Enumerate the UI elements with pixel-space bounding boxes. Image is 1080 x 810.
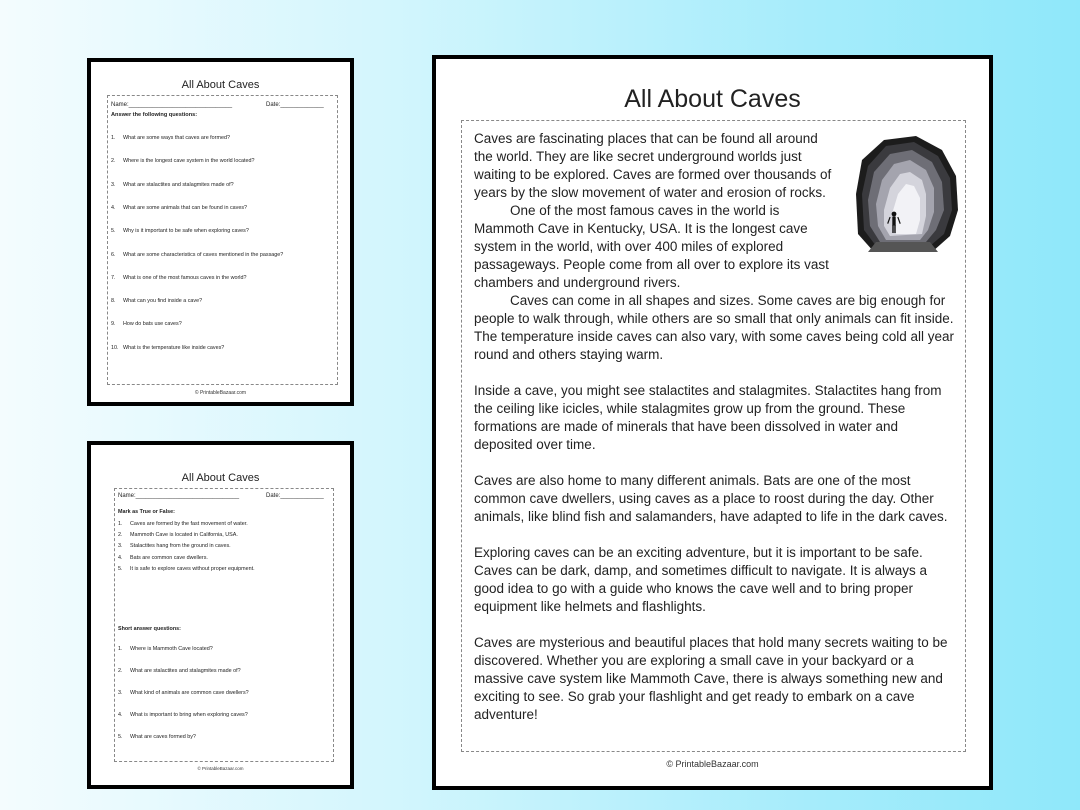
question-number: 3. xyxy=(111,181,116,188)
question-number: 5. xyxy=(111,228,116,235)
question-text: What can you find inside a cave? xyxy=(123,298,203,305)
passage-text xyxy=(474,130,954,724)
question-text: What are stalactites and stalagmites made of? xyxy=(130,668,241,674)
short-answer-heading: Short answer questions: xyxy=(118,626,181,632)
question-text: Bats are common cave dwellers. xyxy=(130,554,208,561)
question-number: 3. xyxy=(118,690,123,696)
question-item xyxy=(118,668,241,674)
question-item xyxy=(111,321,182,327)
paragraph-5: Caves are also home to many different animals. Bats are one of the most common cave dwellers, using caves as a place to roost during the day. Other animals, like blind fish and salamanders, have adapted to life in the dark caves. xyxy=(474,473,948,524)
question-number: 4. xyxy=(118,554,123,561)
question-text: What are some ways that caves are formed? xyxy=(123,135,230,141)
question-number: 2. xyxy=(111,158,116,165)
question-item xyxy=(111,345,224,351)
date-field-label: Date:_____________ xyxy=(266,493,324,499)
question-text: What is important to bring when exploring caves? xyxy=(130,712,248,718)
question-number: 4. xyxy=(111,204,116,211)
paragraph-3: Caves can come in all shapes and sizes. Some caves are big enough for people to walk through, while others are so small that only animals can fit inside. The temperature inside caves can also vary, with some caves being cold all year round and others staying warm. xyxy=(474,293,954,362)
question-item xyxy=(111,252,283,258)
question-number: 8. xyxy=(111,298,116,305)
date-field-label: Date:_____________ xyxy=(266,102,324,108)
question-text: It is safe to explore caves without proper equipment. xyxy=(130,565,255,572)
worksheet-content-frame xyxy=(114,488,334,762)
question-item xyxy=(111,298,202,304)
question-item xyxy=(118,521,248,527)
question-number: 2. xyxy=(118,668,123,674)
question-number: 9. xyxy=(111,321,116,328)
footer-copyright: © PrintableBazaar.com xyxy=(194,390,247,396)
worksheet-title: All About Caves xyxy=(181,79,260,91)
question-item xyxy=(111,205,247,211)
question-text: Why is it important to be safe when exploring caves? xyxy=(123,228,249,235)
question-text: How do bats use caves? xyxy=(123,321,182,328)
question-text: Caves are formed by the fast movement of water. xyxy=(130,521,248,527)
question-text: What kind of animals are common cave dwellers? xyxy=(130,690,249,696)
instruction-heading: Answer the following questions: xyxy=(111,112,198,118)
paragraph-2: One of the most famous caves in the world is Mammoth Cave in Kentucky, USA. It is the longest cave system in the world, with over 400 miles of explored passageways. People come from all over to explore its vast chambers and underground rivers. xyxy=(474,203,829,290)
question-number: 5. xyxy=(118,565,123,572)
question-item xyxy=(118,646,213,652)
question-number: 3. xyxy=(118,543,123,550)
question-item xyxy=(118,532,238,538)
worksheet-true-false-preview xyxy=(87,441,354,789)
question-text: What are some characteristics of caves mentioned in the passage? xyxy=(123,251,284,258)
worksheet-title: All About Caves xyxy=(181,472,260,484)
question-text: Where is Mammoth Cave located? xyxy=(130,646,213,652)
question-item xyxy=(118,690,249,696)
question-number: 10. xyxy=(111,344,119,351)
question-item xyxy=(111,135,230,141)
paragraph-1: Caves are fascinating places that can be found all around the world. They are like secret underground worlds just waiting to be explored. Caves are formed over thousands of years by the slow movement of water and erosion of rocks. xyxy=(474,131,832,200)
question-item xyxy=(118,734,196,740)
footer-copyright: © PrintableBazaar.com xyxy=(666,759,759,769)
question-text: What is the temperature like inside caves? xyxy=(123,344,225,351)
passage-frame xyxy=(461,120,966,752)
question-number: 7. xyxy=(111,274,116,281)
name-field-label: Name:_______________________________ xyxy=(118,493,240,499)
true-false-heading: Mark as True or False: xyxy=(118,509,175,515)
footer-copyright: © PrintableBazaar.com xyxy=(197,766,244,771)
question-number: 4. xyxy=(118,712,123,718)
question-number: 1. xyxy=(111,135,116,141)
question-number: 5. xyxy=(118,734,123,740)
question-item xyxy=(118,566,255,572)
question-item xyxy=(118,712,248,718)
question-text: Mammoth Cave is located in California, USA. xyxy=(130,532,238,539)
question-text: What are caves formed by? xyxy=(130,734,196,740)
question-item xyxy=(118,543,231,549)
paragraph-4: Inside a cave, you might see stalactites and stalagmites. Stalactites hang from the ceiling like icicles, while stalagmites grow up from the ground. These formations are made of minerals that have been dissolved in water and deposited over time. xyxy=(474,383,942,452)
question-item xyxy=(111,158,255,164)
question-text: Stalactites hang from the ground in caves. xyxy=(130,543,231,550)
reading-passage-page xyxy=(432,55,993,790)
name-field-label: Name:_______________________________ xyxy=(111,102,233,108)
question-text: What is one of the most famous caves in the world? xyxy=(123,274,247,281)
question-item xyxy=(111,275,246,281)
worksheet-content-frame xyxy=(107,95,338,385)
question-item xyxy=(111,182,234,188)
question-number: 6. xyxy=(111,251,116,258)
question-text: What are stalactites and stalagmites made of? xyxy=(123,181,234,188)
paragraph-6: Exploring caves can be an exciting adventure, but it is important to be safe. Caves can be dark, damp, and sometimes difficult to navigate. It is always a good idea to go with a guide who knows the cave well and to bring proper equipment like helmets and flashlights. xyxy=(474,545,927,614)
question-text: Where is the longest cave system in the world located? xyxy=(123,158,255,165)
paragraph-7: Caves are mysterious and beautiful places that hold many secrets waiting to be discovered. Whether you are exploring a small cave in your backyard or a massive cave system like Mammoth Cave, there is always something new and exciting to see. So grab your flashlight and get ready to embark on a cave adventure! xyxy=(474,635,948,722)
question-number: 1. xyxy=(118,521,123,527)
cave-with-person-icon xyxy=(846,130,960,258)
question-item xyxy=(111,228,249,234)
question-number: 2. xyxy=(118,532,123,539)
page-title: All About Caves xyxy=(624,85,801,113)
question-number: 1. xyxy=(118,646,123,652)
worksheet-questions-preview xyxy=(87,58,354,406)
question-text: What are some animals that can be found in caves? xyxy=(123,204,248,211)
question-item xyxy=(118,555,208,561)
